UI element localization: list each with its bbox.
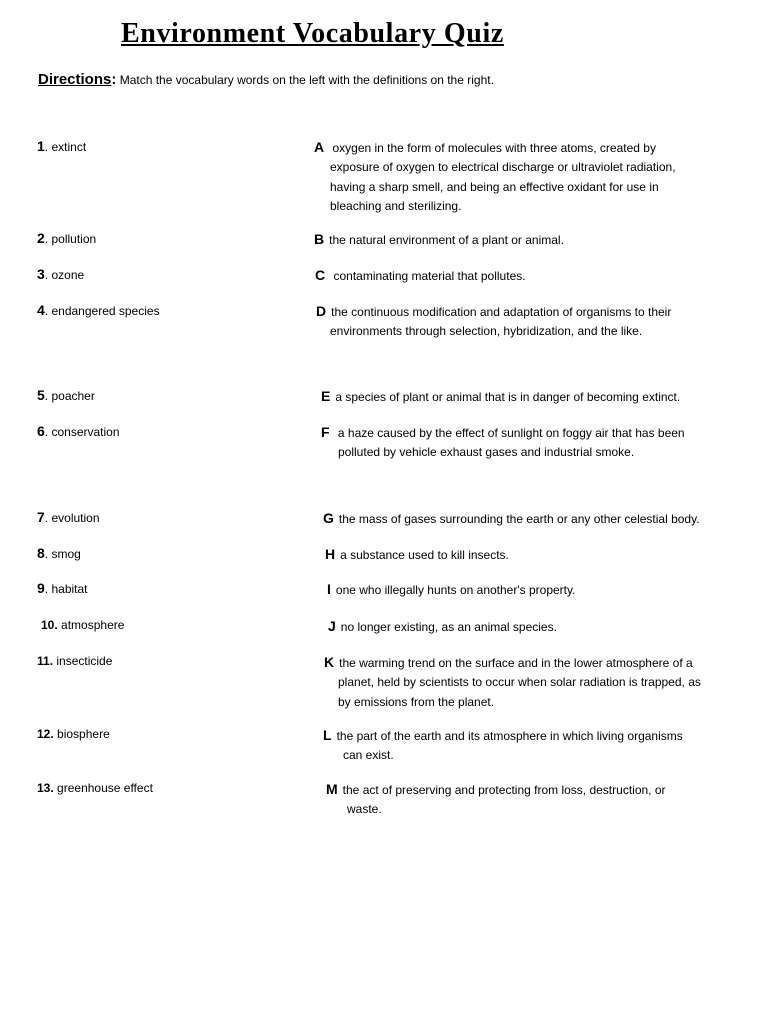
term-item [37, 509, 100, 525]
term-word: extinct [51, 140, 87, 154]
term-word: biosphere [57, 727, 110, 741]
term-word: insecticide [56, 654, 113, 668]
definition-item [315, 266, 526, 286]
definition-item [316, 302, 671, 342]
definition-item [321, 387, 680, 407]
term-word: ozone [51, 268, 85, 282]
definition-line: the mass of gases surrounding the earth or any other celestial body. [338, 512, 700, 526]
term-item [37, 138, 86, 154]
term-word: evolution [51, 511, 100, 525]
definition-line: by emissions from the planet. [338, 694, 495, 709]
definition-letter: D [316, 303, 327, 319]
definition-letter: K [324, 654, 335, 670]
term-number: 2 [37, 230, 45, 246]
term-separator: . [44, 389, 49, 403]
definition-line: a substance used to kill insects. [340, 548, 509, 562]
definition-line: polluted by vehicle exhaust gases and industrial smoke. [338, 445, 635, 460]
definition-item [323, 509, 700, 529]
definition-line: waste. [347, 802, 382, 817]
definition-line: contaminating material that pollutes. [333, 269, 526, 283]
definition-letter: C [315, 267, 326, 283]
term-word: pollution [51, 232, 97, 246]
term-item [37, 727, 110, 741]
definition-line: can exist. [343, 748, 394, 763]
definition-line: exposure of oxygen to electrical discharge or ultraviolet radiation, [330, 160, 676, 175]
term-word: smog [51, 547, 81, 561]
term-item [37, 580, 88, 596]
term-item [37, 654, 112, 668]
definition-line: a species of plant or animal that is in danger of becoming extinct. [335, 390, 681, 404]
definition-item [324, 653, 701, 712]
definition-letter: A [314, 139, 325, 155]
definition-letter: H [325, 546, 336, 562]
definition-letter: I [327, 581, 331, 597]
term-item [37, 781, 153, 795]
term-separator: . [44, 304, 49, 318]
term-item [37, 266, 84, 282]
term-word: habitat [51, 582, 88, 596]
definition-letter: M [326, 781, 338, 797]
term-item [37, 230, 96, 246]
term-word: poacher [51, 389, 95, 403]
definition-item [326, 780, 666, 820]
term-separator: . [44, 582, 49, 596]
term-word: endangered species [51, 304, 160, 318]
definition-item [325, 545, 509, 565]
term-number: 11 [37, 654, 50, 668]
definition-letter: F [321, 424, 330, 440]
definition-letter: B [314, 231, 325, 247]
term-number: 1 [37, 138, 45, 154]
definition-line: oxygen in the form of molecules with three atoms, created by [332, 141, 656, 155]
directions-label: Directions [38, 71, 112, 88]
term-separator: . [49, 654, 54, 668]
definition-line: no longer existing, as an animal species. [340, 620, 557, 634]
definition-line: the continuous modification and adaptation of organisms to their [331, 305, 672, 319]
term-word: atmosphere [61, 618, 125, 632]
definition-line: bleaching and sterilizing. [330, 198, 462, 213]
term-number: 10 [41, 618, 55, 632]
definition-line: the part of the earth and its atmosphere in which living organisms [336, 729, 683, 743]
definition-item [327, 580, 575, 600]
definition-line: having a sharp smell, and being an effective oxidant for use in [330, 179, 659, 194]
term-number: 3 [37, 266, 45, 282]
term-separator: . [50, 727, 54, 741]
term-separator: . [50, 781, 54, 795]
term-separator: . [44, 268, 49, 282]
directions-colon: : [111, 71, 117, 88]
term-separator: . [54, 618, 58, 632]
term-item [37, 387, 95, 403]
definition-item [323, 726, 683, 766]
definition-line: environments through selection, hybridization, and the like. [330, 324, 643, 339]
term-item [41, 618, 124, 632]
term-word: conservation [51, 425, 120, 439]
definition-letter: J [328, 618, 336, 634]
definition-item [328, 617, 557, 637]
definition-line: a haze caused by the effect of sunlight on foggy air that has been [337, 426, 685, 440]
term-separator: . [44, 547, 49, 561]
page-title: Environment Vocabulary Quiz [121, 18, 504, 49]
definition-line: the act of preserving and protecting from loss, destruction, or [342, 783, 666, 797]
term-word: greenhouse effect [57, 781, 153, 795]
term-number: 12 [37, 727, 51, 741]
definition-item [314, 138, 676, 216]
definition-letter: E [321, 388, 331, 404]
term-separator: . [44, 425, 49, 439]
term-number: 7 [37, 509, 45, 525]
term-item [37, 423, 120, 439]
term-number: 5 [37, 387, 45, 403]
definition-letter: L [323, 727, 332, 743]
term-number: 13 [37, 781, 51, 795]
term-number: 8 [37, 545, 45, 561]
term-number: 6 [37, 423, 45, 439]
term-number: 4 [37, 302, 45, 318]
definition-item [321, 423, 685, 463]
term-separator: . [44, 511, 49, 525]
term-item [37, 545, 81, 561]
directions-text: Match the vocabulary words on the left with the definitions on the right. [119, 73, 494, 87]
definition-line: planet, held by scientists to occur when solar radiation is trapped, as [338, 675, 701, 690]
term-number: 9 [37, 580, 45, 596]
term-separator: . [44, 232, 49, 246]
directions [38, 71, 494, 88]
definition-line: one who illegally hunts on another's property. [335, 583, 576, 597]
definition-line: the natural environment of a plant or animal. [329, 233, 564, 247]
term-separator: . [44, 140, 49, 154]
definition-item [314, 230, 564, 250]
term-item [37, 302, 160, 318]
definition-line: the warming trend on the surface and in the lower atmosphere of a [339, 656, 693, 670]
definition-letter: G [323, 510, 334, 526]
